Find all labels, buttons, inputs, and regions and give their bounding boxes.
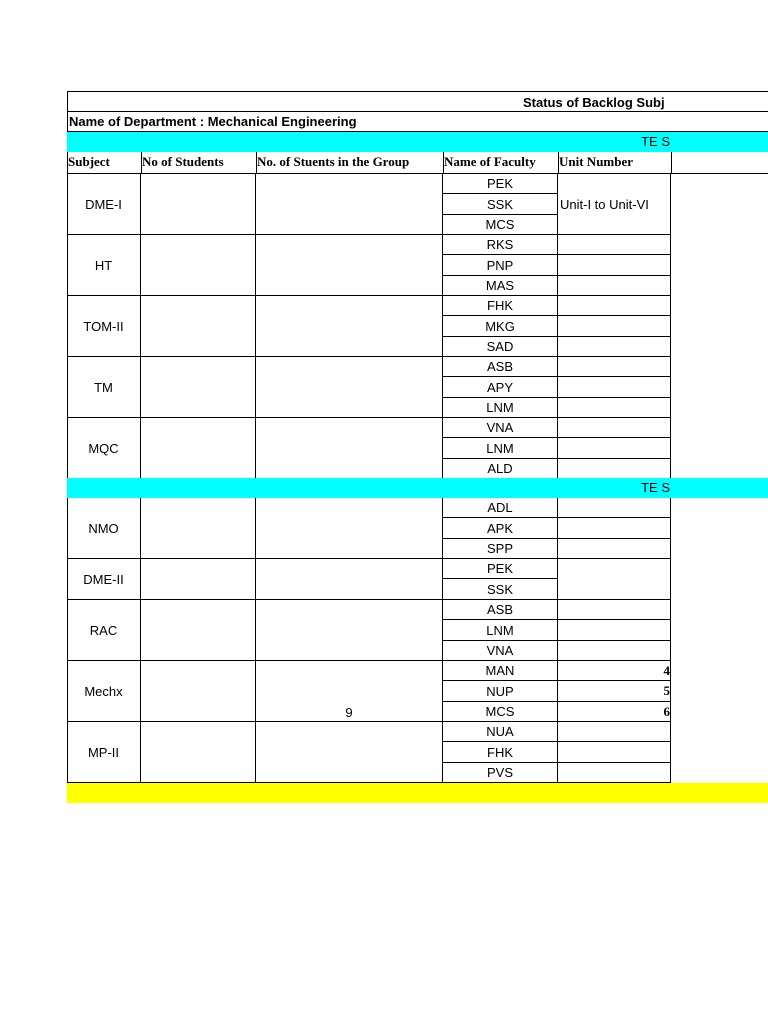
faculty-cell[interactable]: PEK bbox=[443, 559, 558, 579]
unit-number-cell[interactable]: Unit-I to Unit-VI bbox=[558, 174, 671, 235]
faculty-cell[interactable]: SSK bbox=[443, 194, 558, 215]
section-band-2 bbox=[67, 478, 768, 498]
department-row bbox=[67, 112, 768, 132]
title-row bbox=[67, 91, 768, 112]
students-cell[interactable] bbox=[141, 357, 256, 418]
header-students-in-group: No. of Stuents in the Group bbox=[257, 152, 444, 173]
faculty-cell[interactable]: ASB bbox=[443, 357, 558, 377]
students-cell[interactable] bbox=[141, 661, 256, 722]
faculty-cell[interactable]: MAN bbox=[443, 661, 558, 681]
faculty-cell[interactable]: SSK bbox=[443, 579, 558, 600]
students-cell[interactable] bbox=[141, 418, 256, 479]
faculty-cell[interactable]: APK bbox=[443, 518, 558, 539]
faculty-cell[interactable]: FHK bbox=[443, 742, 558, 763]
faculty-cell[interactable]: NUA bbox=[443, 722, 558, 742]
faculty-cell[interactable]: VNA bbox=[443, 418, 558, 438]
subject-cell[interactable]: DME-I bbox=[67, 174, 141, 235]
faculty-cell[interactable]: ALD bbox=[443, 459, 558, 479]
students-cell[interactable] bbox=[141, 498, 256, 559]
unit-number-cell[interactable] bbox=[558, 418, 671, 438]
unit-number-cell[interactable] bbox=[558, 276, 671, 296]
group-count-cell[interactable] bbox=[256, 174, 443, 235]
group-count-cell[interactable]: 9 bbox=[256, 661, 443, 722]
faculty-cell[interactable]: MAS bbox=[443, 276, 558, 296]
unit-number-cell[interactable] bbox=[558, 498, 671, 518]
subject-cell[interactable]: NMO bbox=[67, 498, 141, 559]
students-cell[interactable] bbox=[141, 296, 256, 357]
subject-cell[interactable]: Mechx bbox=[67, 661, 141, 722]
subject-cell[interactable]: DME-II bbox=[67, 559, 141, 600]
unit-number-cell[interactable] bbox=[558, 763, 671, 783]
faculty-cell[interactable]: LNM bbox=[443, 398, 558, 418]
unit-number-cell[interactable] bbox=[558, 438, 671, 459]
faculty-cell[interactable]: MCS bbox=[443, 702, 558, 722]
column-header-row bbox=[67, 152, 768, 174]
group-count-cell[interactable] bbox=[256, 296, 443, 357]
unit-number-cell[interactable] bbox=[558, 518, 671, 539]
faculty-cell[interactable]: ASB bbox=[443, 600, 558, 620]
subject-cell[interactable]: MQC bbox=[67, 418, 141, 479]
unit-number-cell[interactable] bbox=[558, 357, 671, 377]
faculty-cell[interactable]: LNM bbox=[443, 438, 558, 459]
group-count-cell[interactable] bbox=[256, 235, 443, 296]
unit-number-cell[interactable] bbox=[558, 641, 671, 661]
unit-number-cell[interactable]: 6 bbox=[558, 702, 671, 722]
unit-number-cell[interactable] bbox=[558, 459, 671, 479]
section-label-2: TE S bbox=[641, 480, 670, 495]
students-cell[interactable] bbox=[141, 174, 256, 235]
group-count-cell[interactable] bbox=[256, 418, 443, 479]
section-band-1 bbox=[67, 132, 768, 152]
section-label-1: TE S bbox=[641, 134, 670, 149]
subject-cell[interactable]: TOM-II bbox=[67, 296, 141, 357]
students-cell[interactable] bbox=[141, 722, 256, 783]
faculty-cell[interactable]: MCS bbox=[443, 215, 558, 235]
faculty-cell[interactable]: VNA bbox=[443, 641, 558, 661]
faculty-cell[interactable]: SAD bbox=[443, 337, 558, 357]
unit-number-cell[interactable] bbox=[558, 377, 671, 398]
unit-number-cell[interactable] bbox=[558, 600, 671, 620]
unit-number-cell[interactable]: 5 bbox=[558, 681, 671, 702]
group-count-cell[interactable] bbox=[256, 498, 443, 559]
subject-cell[interactable]: RAC bbox=[67, 600, 141, 661]
header-unit-number: Unit Number bbox=[559, 152, 672, 173]
unit-number-cell[interactable] bbox=[558, 722, 671, 742]
unit-number-cell[interactable] bbox=[558, 255, 671, 276]
unit-number-cell[interactable] bbox=[558, 316, 671, 337]
students-cell[interactable] bbox=[141, 235, 256, 296]
faculty-cell[interactable]: SPP bbox=[443, 539, 558, 559]
header-no-of-students: No of Students bbox=[142, 152, 257, 173]
subject-cell[interactable]: HT bbox=[67, 235, 141, 296]
subject-cell[interactable]: TM bbox=[67, 357, 141, 418]
department-name: Name of Department : Mechanical Engineering bbox=[69, 114, 357, 129]
faculty-cell[interactable]: RKS bbox=[443, 235, 558, 255]
students-cell[interactable] bbox=[141, 559, 256, 600]
group-count-cell[interactable] bbox=[256, 559, 443, 600]
subject-cell[interactable]: MP-II bbox=[67, 722, 141, 783]
faculty-cell[interactable]: APY bbox=[443, 377, 558, 398]
students-cell[interactable] bbox=[141, 600, 256, 661]
faculty-cell[interactable]: PVS bbox=[443, 763, 558, 783]
unit-number-cell[interactable] bbox=[558, 620, 671, 641]
group-count-cell[interactable] bbox=[256, 357, 443, 418]
unit-number-cell[interactable] bbox=[558, 398, 671, 418]
unit-number-cell[interactable] bbox=[558, 539, 671, 559]
unit-number-cell[interactable] bbox=[558, 296, 671, 316]
faculty-cell[interactable]: NUP bbox=[443, 681, 558, 702]
group-count-cell[interactable] bbox=[256, 722, 443, 783]
unit-number-cell[interactable]: 4 bbox=[558, 661, 671, 681]
faculty-cell[interactable]: LNM bbox=[443, 620, 558, 641]
faculty-cell[interactable]: PNP bbox=[443, 255, 558, 276]
unit-number-cell[interactable] bbox=[558, 337, 671, 357]
group-count-cell[interactable] bbox=[256, 600, 443, 661]
faculty-cell[interactable]: PEK bbox=[443, 174, 558, 194]
unit-number-cell[interactable] bbox=[558, 235, 671, 255]
sheet-title: Status of Backlog Subj bbox=[523, 95, 665, 110]
unit-number-cell[interactable] bbox=[558, 559, 671, 600]
header-subject: Subject bbox=[68, 152, 142, 173]
header-faculty: Name of Faculty bbox=[444, 152, 559, 173]
faculty-cell[interactable]: FHK bbox=[443, 296, 558, 316]
unit-number-cell[interactable] bbox=[558, 742, 671, 763]
faculty-cell[interactable]: ADL bbox=[443, 498, 558, 518]
total-band bbox=[67, 783, 768, 803]
faculty-cell[interactable]: MKG bbox=[443, 316, 558, 337]
